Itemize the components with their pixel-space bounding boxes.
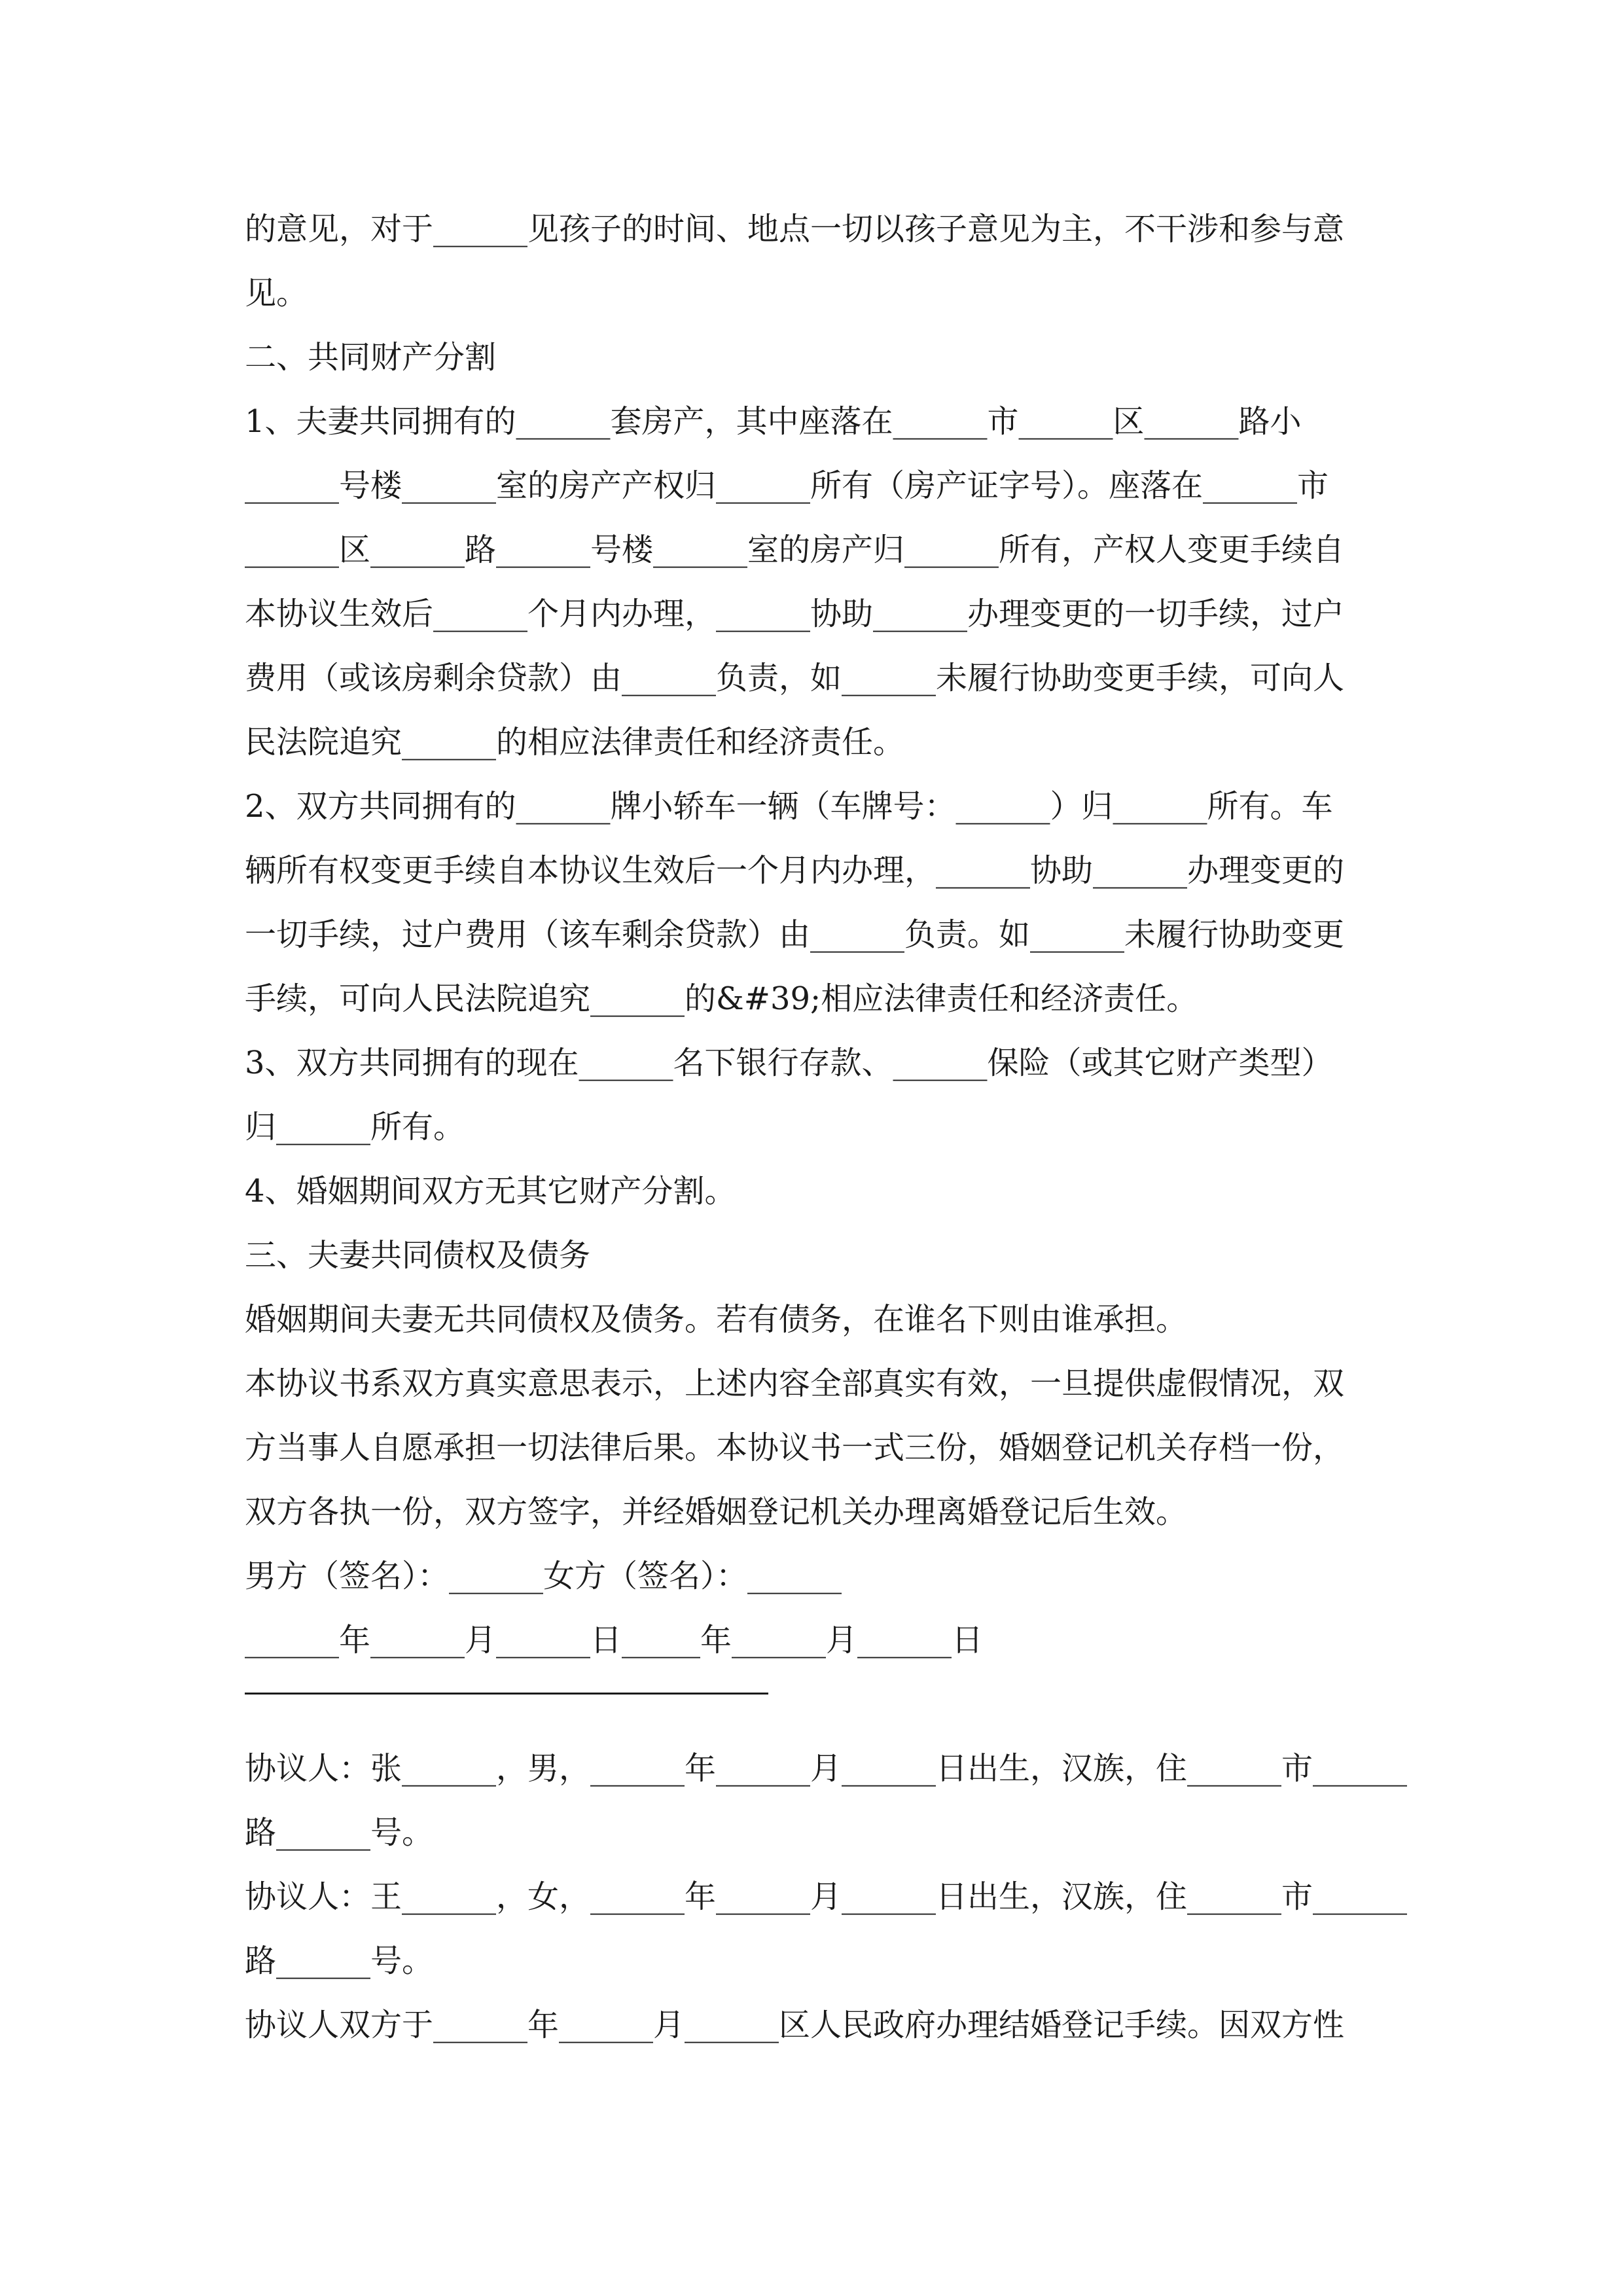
text-line: 4、婚姻期间双方无其它财产分割。 — [245, 1173, 736, 1210]
text-line: 方当事人自愿承担一切法律后果。本协议书一式三份，婚姻登记机关存档一份， — [245, 1429, 1345, 1466]
text-line: ______号楼______室的房产产权归______所有（房产证字号）。座落在______市 — [245, 467, 1329, 504]
text-line: ______区______路______号楼______室的房产归______所有，产权人变更手续自 — [245, 531, 1345, 568]
text-line: 本协议生效后______个月内办理，______协助______办理变更的一切手续，过户 — [245, 596, 1345, 632]
date-line: ______年______月______日_____年______月______日 — [245, 1622, 984, 1659]
section-heading: 二、共同财产分割 — [245, 339, 497, 376]
text-line: 辆所有权变更手续自本协议生效后一个月内办理，______协助______办理变更的 — [245, 852, 1345, 889]
text-line: 路______号。 — [245, 1943, 434, 1979]
text-line: 费用（或该房剩余贷款）由______负责，如______未履行协助变更手续，可向人 — [245, 660, 1345, 696]
text-line: 归______所有。 — [245, 1109, 465, 1145]
text-line: 婚姻期间夫妻无共同债权及债务。若有债务，在谁名下则由谁承担。 — [245, 1301, 1188, 1338]
text-line: 本协议书系双方真实意思表示，上述内容全部真实有效，一旦提供虚假情况，双 — [245, 1365, 1345, 1402]
text-line: 一切手续，过户费用（该车剩余贷款）由______负责。如______未履行协助变更 — [245, 916, 1345, 953]
text-line: 协议人：张______，男，______年______月______日出生，汉族，住______市______ — [245, 1750, 1408, 1787]
text-line: 路______号。 — [245, 1814, 434, 1851]
text-line: 双方各执一份，双方签字，并经婚姻登记机关办理离婚登记后生效。 — [245, 1494, 1188, 1530]
text-line: 手续，可向人民法院追究______的&#39;相应法律责任和经济责任。 — [245, 980, 1198, 1017]
text-line: 的意见，对于______见孩子的时间、地点一切以孩子意见为主，不干涉和参与意 — [245, 211, 1345, 247]
text-line: 1、夫妻共同拥有的______套房产，其中座落在______市______区______路小 — [245, 403, 1302, 440]
section-heading: 三、夫妻共同债权及债务 — [245, 1237, 591, 1274]
text-line: 3、双方共同拥有的现在______名下银行存款、______保险（或其它财产类型） — [245, 1045, 1333, 1081]
divider-rule — [245, 1693, 768, 1695]
text-line: 协议人：王______，女，______年______月______日出生，汉族，住______市______ — [245, 1878, 1408, 1915]
text-line: 协议人双方于______年______月______区人民政府办理结婚登记手续。因双方性 — [245, 2007, 1345, 2043]
signature-line: 男方（签名）：______女方（签名）：______ — [245, 1558, 842, 1594]
text-line: 见。 — [245, 275, 308, 312]
text-line: 民法院追究______的相应法律责任和经济责任。 — [245, 724, 905, 761]
text-line: 2、双方共同拥有的______牌小轿车一辆（车牌号：______）归______所有。车 — [245, 788, 1333, 825]
